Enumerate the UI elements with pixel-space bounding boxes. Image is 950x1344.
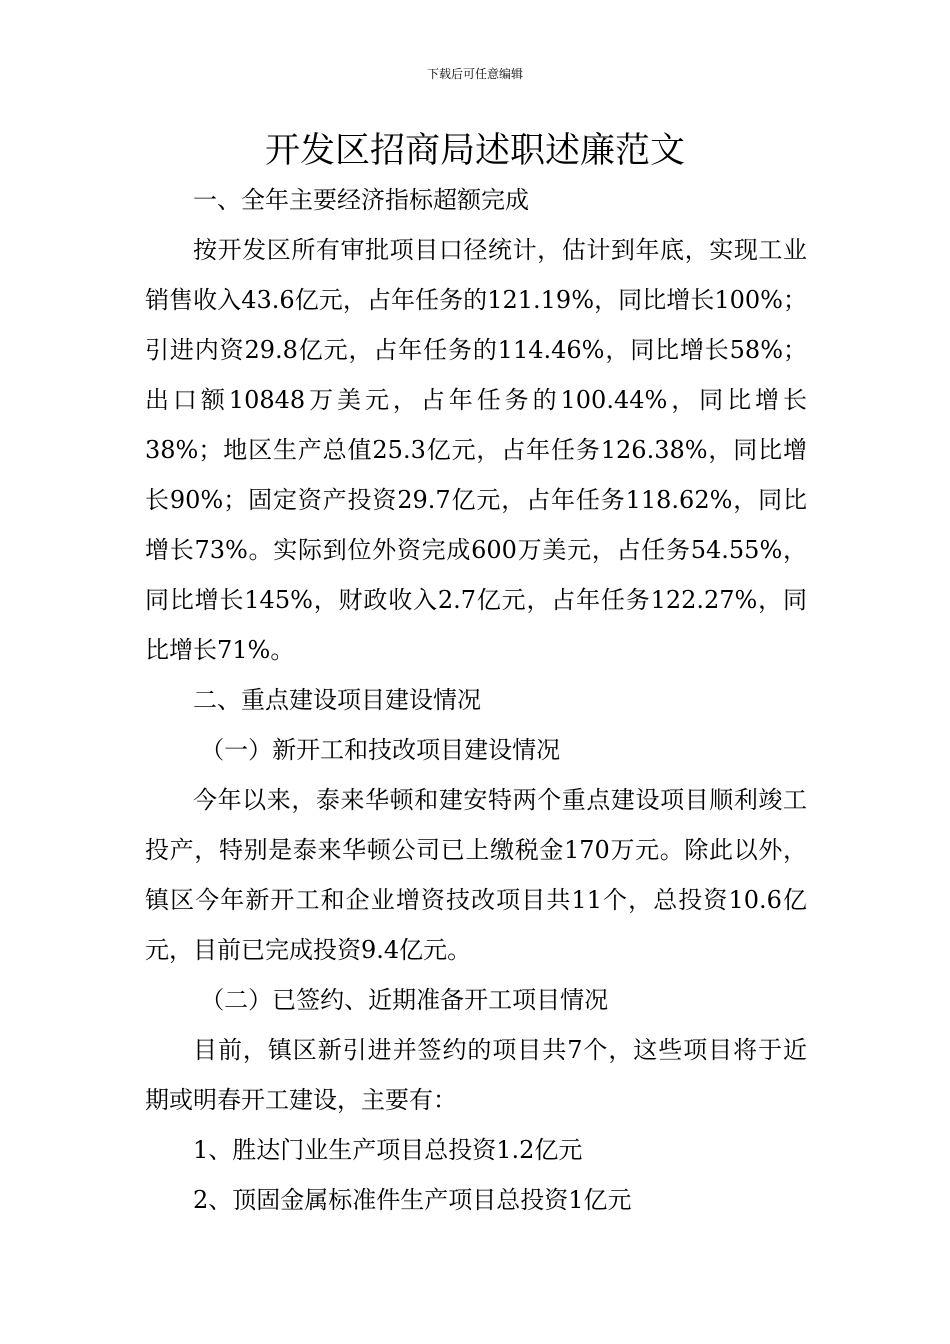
paragraph-signed-projects: 目前，镇区新引进并签约的项目共7个，这些项目将于近期或明春开工建设，主要有： xyxy=(145,1036,807,1114)
section-heading-1: 一、全年主要经济指标超额完成 xyxy=(193,186,529,214)
header-note: 下载后可任意编辑 xyxy=(426,67,523,81)
list-item: 2、顶固金属标准件生产项目总投资1亿元 xyxy=(193,1186,632,1214)
document-title: 开发区招商局述职述廉范文 xyxy=(264,131,685,171)
paragraph-economic-indicators: 按开发区所有审批项目口径统计，估计到年底，实现工业销售收入43.6亿元，占年任务的121.19%，同比增长100%；引进内资29.8亿元，占年任务的114.46%，同比增长58%；出口额10848万美元，占年任务的100.44%，同比增长38%；地区生产总值25.3亿元，占年任务126.38%，同比增长90%；固定资产投资29.7亿元，占年任务118.62%，同比增长73%。实际到位外资完成600万美元，占任务54.55%，同比增长145%，财政收入2.7亿元，占年任务122.27%，同比增长71%。 xyxy=(145,236,807,664)
list-item: 1、胜达门业生产项目总投资1.2亿元 xyxy=(193,1136,583,1164)
subsection-heading-1: （一）新开工和技改项目建设情况 xyxy=(200,736,561,764)
subsection-heading-2: （二）已签约、近期准备开工项目情况 xyxy=(200,986,609,1014)
section-heading-2: 二、重点建设项目建设情况 xyxy=(193,686,481,714)
paragraph-new-projects: 今年以来，泰来华顿和建安特两个重点建设项目顺利竣工投产，特别是泰来华顿公司已上缴税金170万元。除此以外，镇区今年新开工和企业增资技改项目共11个，总投资10.6亿元，目前已完成投资9.4亿元。 xyxy=(145,786,807,964)
document-body xyxy=(145,175,807,1225)
